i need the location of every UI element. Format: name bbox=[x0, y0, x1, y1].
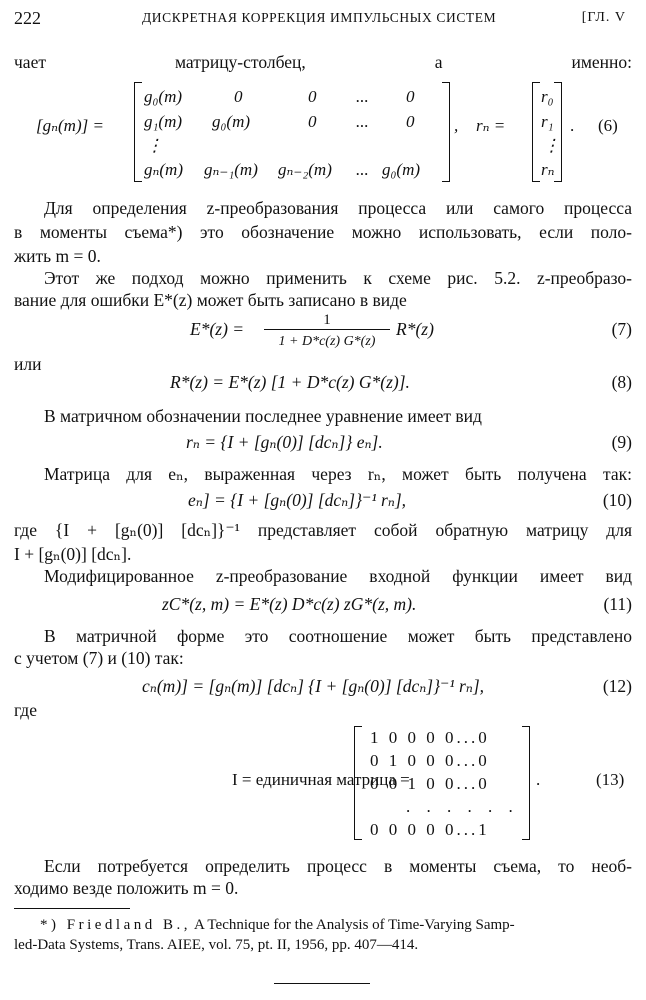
equation-number: (7) bbox=[611, 319, 632, 339]
footnote-title: A Technique for the Analysis of Time-Varying Samp- bbox=[193, 917, 515, 933]
paragraph-line: В матричной форме это соотношение может быть представлено bbox=[44, 626, 632, 646]
vector-cell: r₀ bbox=[541, 87, 554, 106]
equation-7-numerator: 1 bbox=[323, 312, 331, 328]
equation-12 bbox=[14, 674, 632, 698]
equation-12-body: cₙ(m)] = [gₙ(m)] [dcₙ] {I + [gₙ(0)] [dcₙ]}⁻¹ rₙ], bbox=[142, 676, 485, 696]
paragraph-line: I + [gₙ(0)] [dcₙ]. bbox=[14, 544, 132, 564]
vector-cell: ⋮ bbox=[543, 136, 560, 155]
matrix-cell: g₀(m) bbox=[144, 87, 183, 106]
footnote-rule bbox=[14, 908, 130, 909]
paragraph-line: ходимо везде положить m = 0. bbox=[14, 878, 239, 898]
matrix-cell: gₙ₋₁(m) bbox=[204, 160, 258, 179]
equation-8-body: R*(z) = E*(z) [1 + D*c(z) G*(z)]. bbox=[170, 372, 410, 392]
footnote-author: *) Friedland B., bbox=[40, 917, 191, 933]
equation-8 bbox=[14, 370, 632, 394]
paragraph-line: Для определения z-преобразования процесса или самого процесса bbox=[44, 198, 632, 218]
equation-6-rhs-label: rₙ = bbox=[476, 116, 506, 135]
paragraph-line: В матричном обозначении последнее уравнение имеет вид bbox=[44, 406, 482, 426]
equation-number: (8) bbox=[611, 372, 632, 392]
identity-matrix-row: 0 0 0 0 0...1 bbox=[370, 820, 490, 839]
equation-10-body: eₙ] = {I + [gₙ(0)] [dcₙ]}⁻¹ rₙ], bbox=[188, 490, 407, 510]
footnote bbox=[14, 915, 632, 935]
equation-6-tail: . bbox=[570, 116, 575, 135]
equation-13-tail: . bbox=[536, 770, 541, 789]
equation-6-sep: , bbox=[454, 116, 459, 135]
paragraph-line: в моменты съема*) это обозначение можно использовать, если поло- bbox=[14, 222, 632, 242]
equation-11 bbox=[14, 592, 632, 616]
identity-matrix-row: 1 0 0 0 0...0 bbox=[370, 728, 490, 747]
matrix-cell: g₀(m) bbox=[382, 160, 421, 179]
equation-number: (13) bbox=[596, 770, 625, 789]
vector-cell: rₙ bbox=[541, 160, 555, 179]
equation-11-body: zC*(z, m) = E*(z) D*c(z) zG*(z, m). bbox=[162, 594, 417, 614]
running-header bbox=[14, 8, 632, 32]
paragraph-line: Матрица для eₙ, выраженная через rₙ, может быть получена так: bbox=[44, 464, 632, 484]
paragraph-line: с учетом (7) и (10) так: bbox=[14, 648, 184, 668]
matrix-cell: 0 bbox=[308, 112, 317, 131]
paragraph-line: Модифицированное z-преобразование входной функции имеет вид bbox=[44, 566, 632, 586]
matrix-cell: ... bbox=[356, 160, 369, 179]
paragraph-line: чает матрицу-столбец, а именно: bbox=[14, 52, 632, 72]
footnote-line: led-Data Systems, Trans. AIEE, vol. 75, pt. II, 1956, pp. 407—414. bbox=[14, 937, 419, 953]
running-title: ДИСКРЕТНАЯ КОРРЕКЦИЯ ИМПУЛЬСНЫХ СИСТЕМ bbox=[142, 10, 497, 25]
page-number: 222 bbox=[14, 8, 41, 28]
equation-13-label: I = единичная матрица = bbox=[232, 770, 410, 789]
matrix-g bbox=[134, 82, 450, 182]
paragraph-line: Этот же подход можно применить к схеме рис. 5.2. z-преобразо- bbox=[44, 268, 632, 288]
paragraph-line: жить m = 0. bbox=[14, 246, 101, 266]
page-end-rule bbox=[274, 983, 370, 984]
equation-6 bbox=[14, 82, 632, 192]
paragraph-line: Если потребуется определить процесс в моменты съема, то необ- bbox=[44, 856, 632, 876]
equation-13 bbox=[14, 726, 632, 844]
matrix-cell: 0 bbox=[406, 112, 415, 131]
equation-10 bbox=[14, 488, 632, 512]
chapter-marker: [ГЛ. V bbox=[581, 10, 626, 25]
matrix-cell: g₀(m) bbox=[212, 112, 251, 131]
matrix-cell: gₙ₋₂(m) bbox=[278, 160, 332, 179]
equation-7-lhs: E*(z) = bbox=[190, 319, 245, 339]
identity-matrix-row: 0 1 0 0 0...0 bbox=[370, 751, 490, 770]
identity-matrix-row: . . . . . . bbox=[406, 797, 519, 816]
vector-cell: r₁ bbox=[541, 112, 554, 131]
equation-7 bbox=[14, 312, 632, 356]
paragraph-line: или bbox=[14, 354, 42, 374]
matrix-cell: ... bbox=[356, 112, 369, 131]
equation-9 bbox=[14, 430, 632, 454]
vector-r bbox=[532, 82, 562, 182]
equation-number: (10) bbox=[602, 490, 632, 510]
paragraph-line: вание для ошибки E*(z) может быть записано в виде bbox=[14, 290, 407, 310]
paragraph-line: где bbox=[14, 700, 37, 720]
equation-9-body: rₙ = {I + [gₙ(0)] [dcₙ]} eₙ]. bbox=[186, 432, 383, 452]
equation-6-lhs: [gₙ(m)] = bbox=[36, 116, 104, 135]
identity-matrix-row: 0 0 1 0 0...0 bbox=[370, 774, 490, 793]
matrix-cell: ... bbox=[356, 87, 369, 106]
matrix-cell: 0 bbox=[406, 87, 415, 106]
matrix-cell: gₙ(m) bbox=[144, 160, 183, 179]
matrix-cell: 0 bbox=[234, 87, 243, 106]
equation-number: (9) bbox=[611, 432, 632, 452]
equation-7-denominator: 1 + D*c(z) G*(z) bbox=[278, 334, 376, 349]
equation-number: (12) bbox=[602, 676, 632, 696]
equation-number: (11) bbox=[603, 594, 632, 614]
matrix-cell: ⋮ bbox=[146, 136, 163, 155]
equation-7-rhs: R*(z) bbox=[396, 319, 434, 339]
paragraph-line: где {I + [gₙ(0)] [dcₙ]}⁻¹ представляет собой обратную матрицу для bbox=[14, 520, 632, 540]
equation-number: (6) bbox=[598, 116, 618, 135]
matrix-cell: 0 bbox=[308, 87, 317, 106]
matrix-cell: g₁(m) bbox=[144, 112, 183, 131]
